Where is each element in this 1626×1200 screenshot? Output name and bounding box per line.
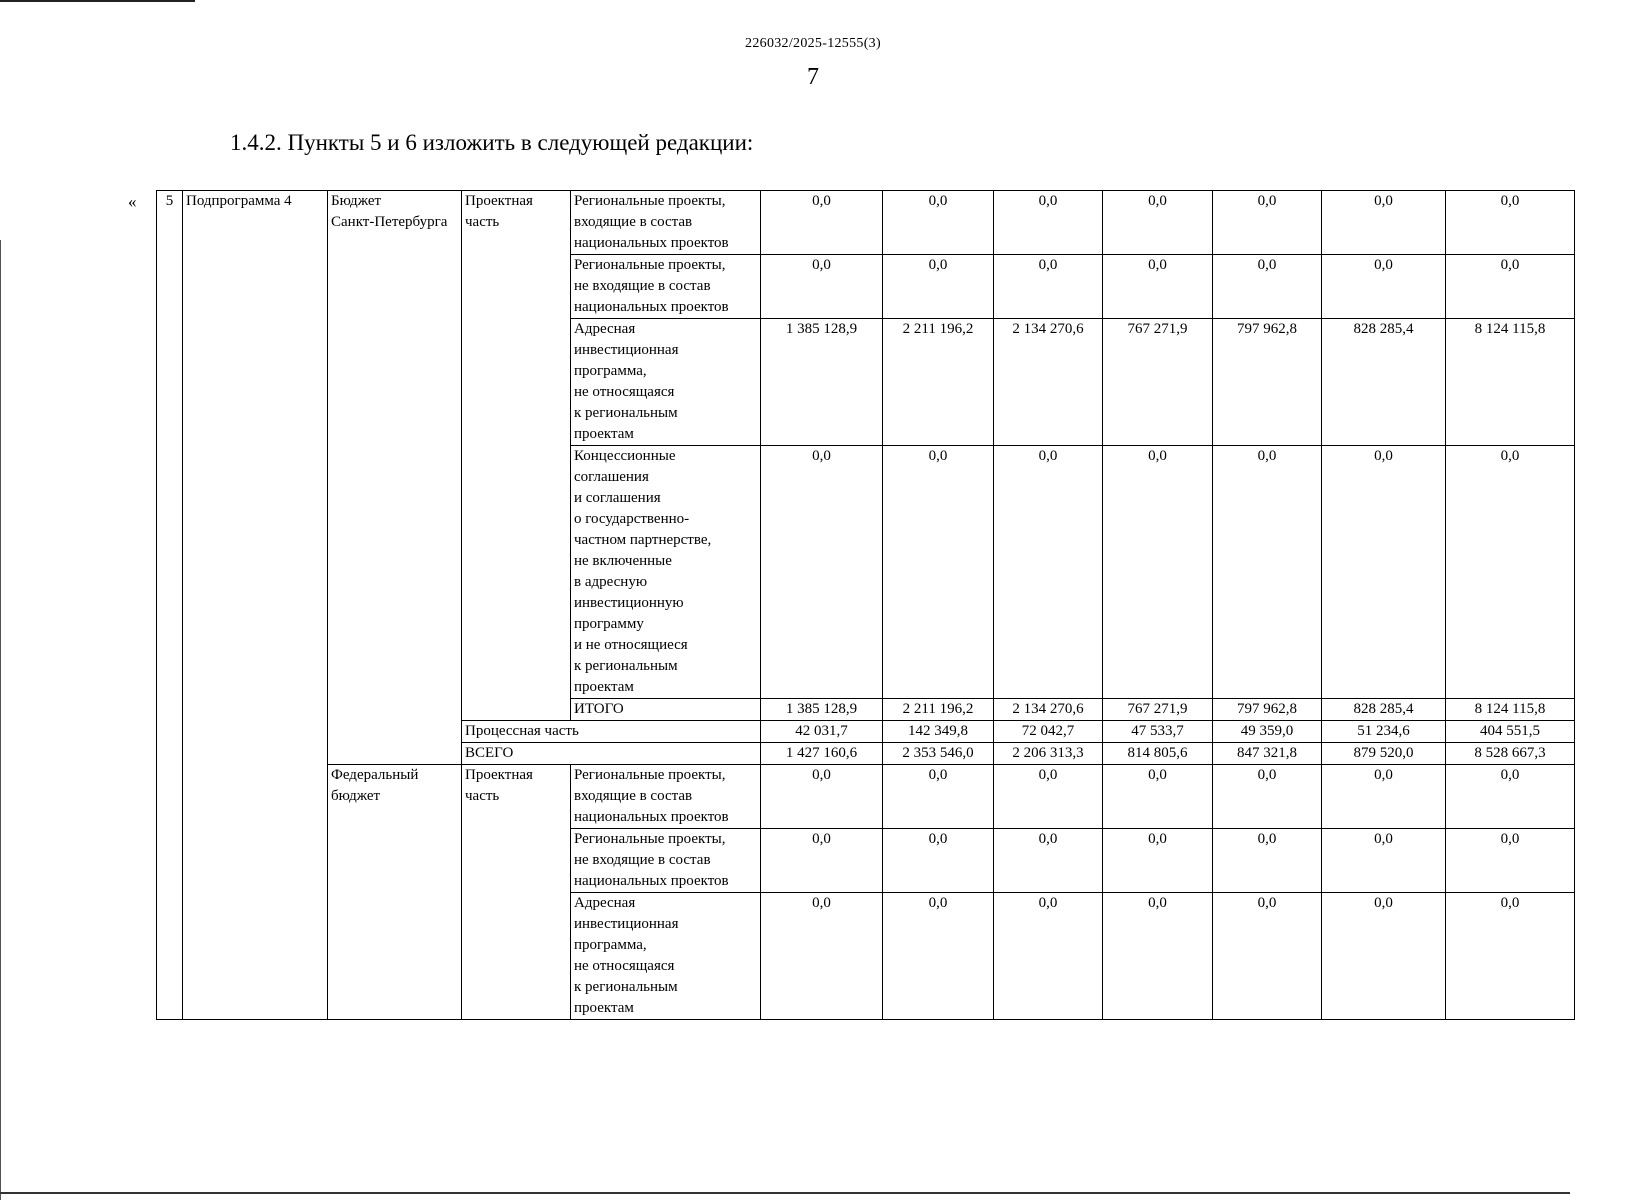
federal-row-2-value-6: 0,0 (1322, 829, 1446, 893)
federal-row-1-value-7: 0,0 (1446, 765, 1575, 829)
spb-row-1-value-1: 0,0 (761, 191, 883, 255)
federal-budget-source-cell: Федеральный бюджет (328, 765, 462, 1020)
spb-row-2-value-5: 0,0 (1213, 255, 1322, 319)
page-number: 7 (807, 64, 819, 90)
category-label-cell: Адресная инвестиционная программа, не относящаяся к региональным проектам (571, 319, 761, 446)
category-label-cell: Региональные проекты, не входящие в состав национальных проектов (571, 255, 761, 319)
federal-row-3-value-3: 0,0 (994, 893, 1103, 1020)
spb-row-4-value-6: 0,0 (1322, 446, 1446, 699)
spb-row-3-value-6: 828 285,4 (1322, 319, 1446, 446)
federal-row-1-value-4: 0,0 (1103, 765, 1213, 829)
section-heading: 1.4.2. Пункты 5 и 6 изложить в следующей редакции: (230, 130, 754, 155)
vsego-label-cell: ВСЕГО (462, 743, 761, 765)
spb-row-2-value-2: 0,0 (883, 255, 994, 319)
spb-row-3-value-7: 8 124 115,8 (1446, 319, 1575, 446)
scan-edge-top (0, 0, 195, 2)
itogo-value-7: 8 124 115,8 (1446, 699, 1575, 721)
process-value-5: 49 359,0 (1213, 721, 1322, 743)
spb-row-4-value-1: 0,0 (761, 446, 883, 699)
spb-row-3-value-2: 2 211 196,2 (883, 319, 994, 446)
vsego-value-6: 879 520,0 (1322, 743, 1446, 765)
process-value-1: 42 031,7 (761, 721, 883, 743)
federal-row-2-value-7: 0,0 (1446, 829, 1575, 893)
vsego-value-4: 814 805,6 (1103, 743, 1213, 765)
process-part-label-cell: Процессная часть (462, 721, 761, 743)
federal-row-3-value-2: 0,0 (883, 893, 994, 1020)
spb-row-3-value-3: 2 134 270,6 (994, 319, 1103, 446)
spb-row-4-value-5: 0,0 (1213, 446, 1322, 699)
federal-row-2-value-4: 0,0 (1103, 829, 1213, 893)
federal-project-part-cell: Проектная часть (462, 765, 571, 1020)
federal-row-1-value-2: 0,0 (883, 765, 994, 829)
scan-edge-bottom (0, 1192, 1570, 1194)
spb-row-1-value-6: 0,0 (1322, 191, 1446, 255)
spb-row-2-value-7: 0,0 (1446, 255, 1575, 319)
vsego-value-7: 8 528 667,3 (1446, 743, 1575, 765)
table-row (157, 191, 1575, 255)
spb-row-2-value-3: 0,0 (994, 255, 1103, 319)
spb-row-1-value-5: 0,0 (1213, 191, 1322, 255)
budget-table (156, 190, 1575, 1020)
budget-source-cell: Бюджет Санкт-Петербурга (328, 191, 462, 765)
vsego-value-2: 2 353 546,0 (883, 743, 994, 765)
itogo-value-6: 828 285,4 (1322, 699, 1446, 721)
vsego-value-1: 1 427 160,6 (761, 743, 883, 765)
federal-row-3-value-6: 0,0 (1322, 893, 1446, 1020)
federal-row-1-value-3: 0,0 (994, 765, 1103, 829)
scan-edge-left (0, 240, 1, 1200)
spb-row-2-value-4: 0,0 (1103, 255, 1213, 319)
federal-row-1-value-6: 0,0 (1322, 765, 1446, 829)
process-value-4: 47 533,7 (1103, 721, 1213, 743)
spb-row-3-value-4: 767 271,9 (1103, 319, 1213, 446)
federal-row-3-value-4: 0,0 (1103, 893, 1213, 1020)
spb-row-2-value-1: 0,0 (761, 255, 883, 319)
federal-row-3-value-1: 0,0 (761, 893, 883, 1020)
opening-quote-mark: « (128, 192, 137, 211)
federal-row-2-value-1: 0,0 (761, 829, 883, 893)
federal-row-2-value-3: 0,0 (994, 829, 1103, 893)
spb-row-3-value-1: 1 385 128,9 (761, 319, 883, 446)
federal-row-1-value-5: 0,0 (1213, 765, 1322, 829)
spb-row-4-value-3: 0,0 (994, 446, 1103, 699)
spb-row-1-value-4: 0,0 (1103, 191, 1213, 255)
federal-row-1-value-1: 0,0 (761, 765, 883, 829)
spb-row-4-value-7: 0,0 (1446, 446, 1575, 699)
vsego-value-5: 847 321,8 (1213, 743, 1322, 765)
itogo-label-cell: ИТОГО (571, 699, 761, 721)
category-label-cell: Региональные проекты, входящие в состав национальных проектов (571, 191, 761, 255)
itogo-value-4: 767 271,9 (1103, 699, 1213, 721)
row-number-cell: 5 (157, 191, 183, 1020)
federal-row-3-value-5: 0,0 (1213, 893, 1322, 1020)
process-value-7: 404 551,5 (1446, 721, 1575, 743)
spb-row-2-value-6: 0,0 (1322, 255, 1446, 319)
itogo-value-3: 2 134 270,6 (994, 699, 1103, 721)
federal-row-3-value-7: 0,0 (1446, 893, 1575, 1020)
spb-row-1-value-3: 0,0 (994, 191, 1103, 255)
budget-table-body (157, 191, 1575, 1020)
spb-row-4-value-2: 0,0 (883, 446, 994, 699)
category-label-cell: Региональные проекты, не входящие в состав национальных проектов (571, 829, 761, 893)
spb-row-1-value-7: 0,0 (1446, 191, 1575, 255)
category-label-cell: Концессионные соглашения и соглашения о государственно- частном партнерстве, не включенные в адресную инвестиционную программу и не относящиеся к региональным проектам (571, 446, 761, 699)
category-label-cell: Адресная инвестиционная программа, не относящаяся к региональным проектам (571, 893, 761, 1020)
process-value-3: 72 042,7 (994, 721, 1103, 743)
itogo-value-1: 1 385 128,9 (761, 699, 883, 721)
project-part-cell: Проектная часть (462, 191, 571, 721)
category-label-cell: Региональные проекты, входящие в состав национальных проектов (571, 765, 761, 829)
spb-row-4-value-4: 0,0 (1103, 446, 1213, 699)
table-row (157, 765, 1575, 829)
itogo-value-2: 2 211 196,2 (883, 699, 994, 721)
itogo-value-5: 797 962,8 (1213, 699, 1322, 721)
vsego-value-3: 2 206 313,3 (994, 743, 1103, 765)
process-value-6: 51 234,6 (1322, 721, 1446, 743)
spb-row-3-value-5: 797 962,8 (1213, 319, 1322, 446)
federal-row-2-value-5: 0,0 (1213, 829, 1322, 893)
spb-row-1-value-2: 0,0 (883, 191, 994, 255)
document-id: 226032/2025-12555(3) (745, 36, 881, 51)
federal-row-2-value-2: 0,0 (883, 829, 994, 893)
process-value-2: 142 349,8 (883, 721, 994, 743)
subprogram-cell: Подпрограмма 4 (183, 191, 328, 1020)
